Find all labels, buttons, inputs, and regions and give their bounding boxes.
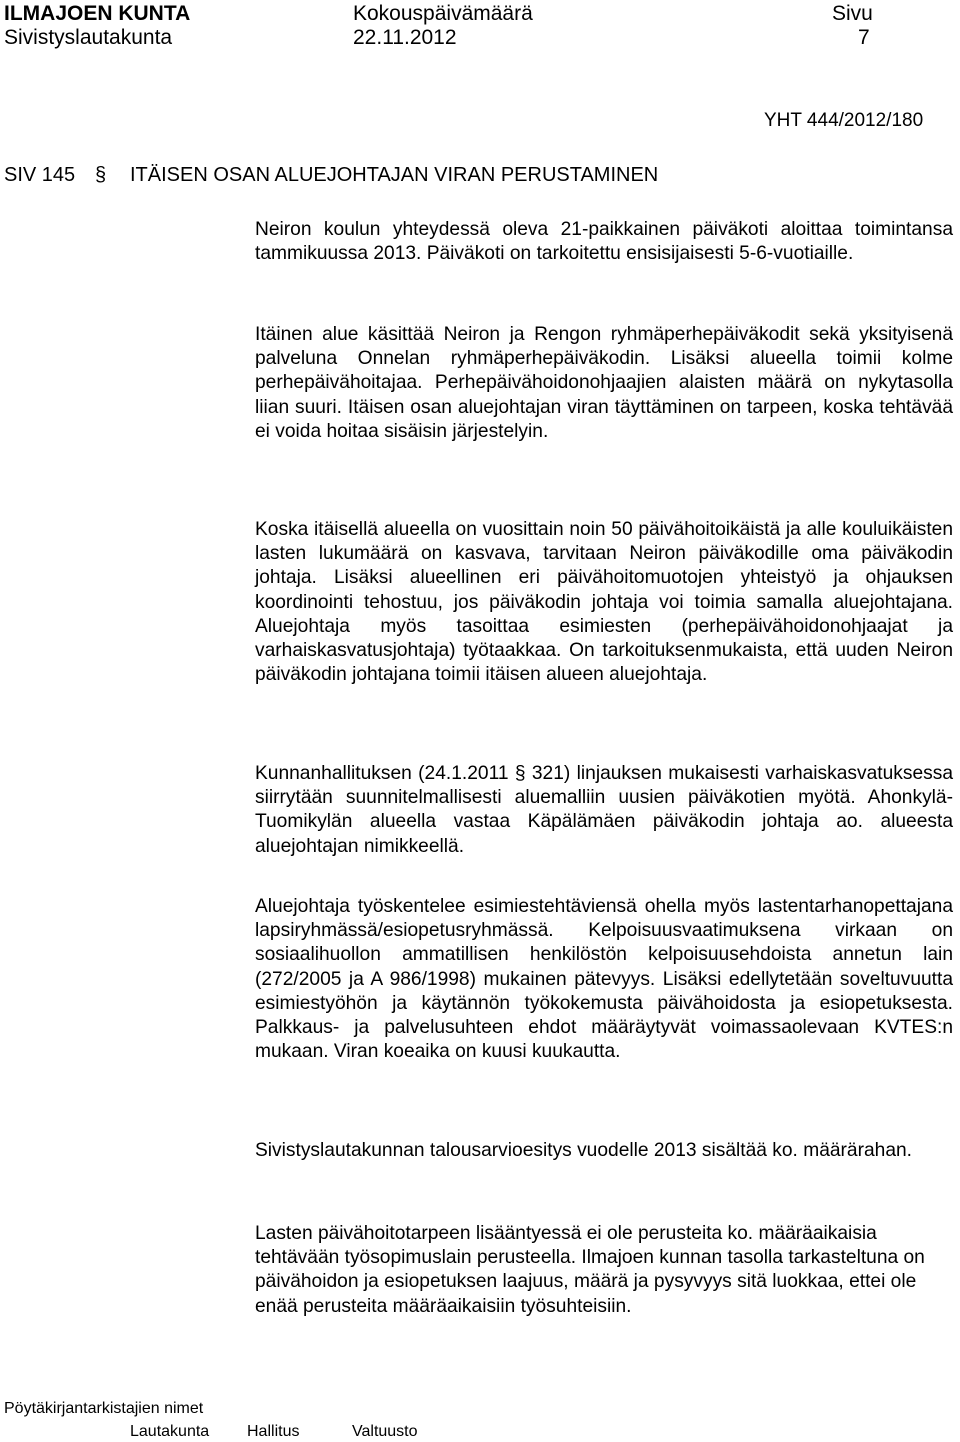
section-title: ITÄISEN OSAN ALUEJOHTAJAN VIRAN PERUSTAMINEN <box>130 164 659 186</box>
footer-col-board: Lautakunta <box>130 1423 210 1440</box>
section-number: SIV 145 <box>4 164 76 186</box>
case-reference: YHT 444/2012/180 <box>764 110 924 131</box>
paragraph-4: Kunnanhallituksen (24.1.2011 § 321) linjauksen mukaisesti varhaiskasvatuksessa siirrytään suunnitelmallisesti aluemalliin uusien päiväkotien myötä. Ahonkylä-Tuomikylän alueella vastaa Käpälämäen päiväkodin johtaja ao. alueesta aluejohtajan nimikkeellä. <box>255 763 953 857</box>
meeting-date-label: Kokouspäivämäärä <box>353 2 533 25</box>
paragraph-6: Sivistyslautakunnan talousarvioesitys vuodelle 2013 sisältää ko. määrärahan. <box>255 1140 913 1161</box>
paragraph-1: Neiron koulun yhteydessä oleva 21-paikkainen päiväkoti aloittaa toimintansa tammikuussa 2013. Päiväkoti on tarkoitettu ensisijaisesti 5-6-vuotiaille. <box>255 219 953 265</box>
footer-col-government: Hallitus <box>247 1423 300 1440</box>
committee-name: Sivistyslautakunta <box>4 26 173 49</box>
footer-title: Pöytäkirjantarkistajien nimet <box>4 1400 204 1417</box>
page-number: 7 <box>858 26 870 49</box>
page-label: Sivu <box>832 2 873 25</box>
paragraph-2: Itäinen alue käsittää Neiron ja Rengon ryhmäperhepäiväkodit sekä yksityisenä palveluna Onnelan ryhmäperhepäiväkodin. Lisäksi alueella toimii kolme perhepäivähoitajaa. Perhepäivähoidonohjaajien alaisten määrä on nykytasolla liian suuri. Itäisen osan aluejohtajan viran täyttäminen on tarpeen, koska tehtävää ei voida hoitaa sisäisin järjestelyin. <box>255 324 953 442</box>
organization-name: ILMAJOEN KUNTA <box>4 2 191 25</box>
section-symbol: § <box>95 164 107 186</box>
footer-col-council: Valtuusto <box>352 1423 418 1440</box>
paragraph-5: Aluejohtaja työskentelee esimiestehtäviensä ohella myös lastentarhanopettajana lapsiryhmässä/esiopetusryhmässä. Kelpoisuusvaatimuksena virkaan on sosiaalihuollon ammatillisen henkilöstön kelpoisuusehdoista annetun lain (272/2005 ja A 986/1998) mukainen pätevyys. Lisäksi edellytetään soveltuvuutta esimiestyöhön ja käytännön työkokemusta päivähoidosta ja esiopetuksesta. Palkkaus- ja palvelusuhteen ehdot määräytyvät voimassaolevaan KVTES:n mukaan. Viran koeaika on kuusi kuukautta. <box>255 896 953 1063</box>
meeting-date: 22.11.2012 <box>353 26 457 49</box>
paragraph-7: Lasten päivähoitotarpeen lisääntyessä ei ole perusteita ko. määräaikaisia tehtävään työsopimuslain perusteella. Ilmajoen kunnan tasolla tarkasteltuna on päivähoidon ja esiopetuksen laajuus, määrä ja pysyvyys sitä luokkaa, ettei ole enää perusteita määräaikaisiin työsuhteisiin. <box>255 1223 925 1317</box>
paragraph-3: Koska itäisellä alueella on vuosittain noin 50 päivähoitoikäistä ja alle kouluikäisten lasten lukumäärä on kasvava, tarvitaan Neiron päiväkodille oma päiväkodin johtaja. Lisäksi alueellinen eri päivähoitomuotojen yhteistyö ja ohjauksen koordinointi tehostuu, jos päiväkodin johtaja voi toimia samalla aluejohtajana. Aluejohtaja myös tasoittaa esimiesten (perhepäivähoidonohjaajat ja varhaiskasvatusjohtaja) työtaakkaa. On tarkoituksenmukaista, että uuden Neiron päiväkodin johtajana toimii itäisen alueen aluejohtaja. <box>255 519 953 686</box>
